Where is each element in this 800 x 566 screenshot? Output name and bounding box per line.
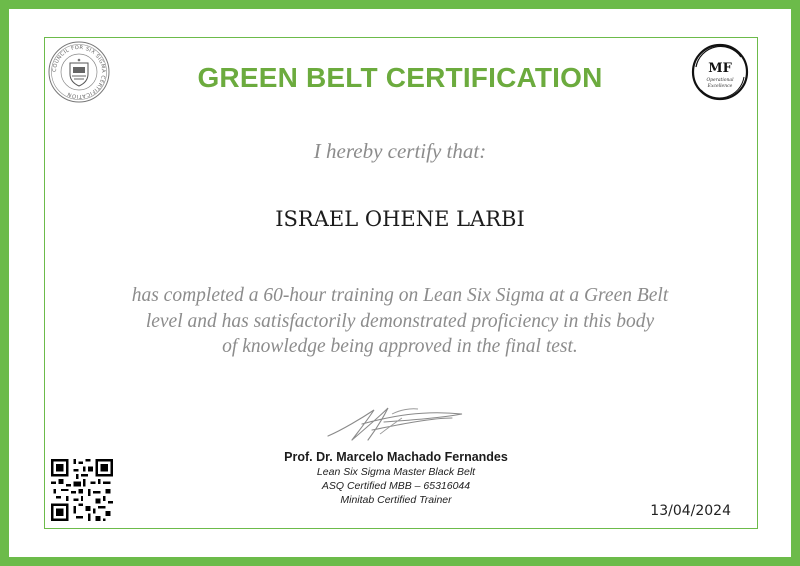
svg-text:COUNCIL FOR SIX SIGMA CERTIFIC: COUNCIL FOR SIX SIGMA CERTIFICATION <box>51 44 107 100</box>
signer-name: Prof. Dr. Marcelo Machado Fernandes <box>284 450 508 464</box>
svg-text:Operational: Operational <box>706 78 734 83</box>
handwritten-signature <box>322 400 467 446</box>
body-line: of knowledge being approved in the final test. <box>222 336 578 357</box>
issue-date: 13/04/2024 <box>650 503 731 519</box>
certificate-title: GREEN BELT CERTIFICATION <box>197 62 603 93</box>
svg-text:MF: MF <box>708 61 732 76</box>
signer-credential: Minitab Certified Trainer <box>340 494 452 506</box>
signer-credential: ASQ Certified MBB – 65316044 <box>321 480 471 492</box>
qr-code-icon <box>51 459 113 521</box>
svg-text:Excellence: Excellence <box>707 84 733 89</box>
certificate-body <box>110 283 690 360</box>
body-line: level and has satisfactorily demonstrated proficiency in this body <box>145 310 655 332</box>
body-line: has completed a 60-hour training on Lean Six Sigma at a Green Belt <box>131 285 669 306</box>
recipient-name: ISRAEL OHENE LARBI <box>275 207 525 231</box>
certify-intro: I hereby certify that: <box>313 139 487 163</box>
signer-credential: Lean Six Sigma Master Black Belt <box>316 466 476 478</box>
mf-logo-icon <box>689 41 751 103</box>
